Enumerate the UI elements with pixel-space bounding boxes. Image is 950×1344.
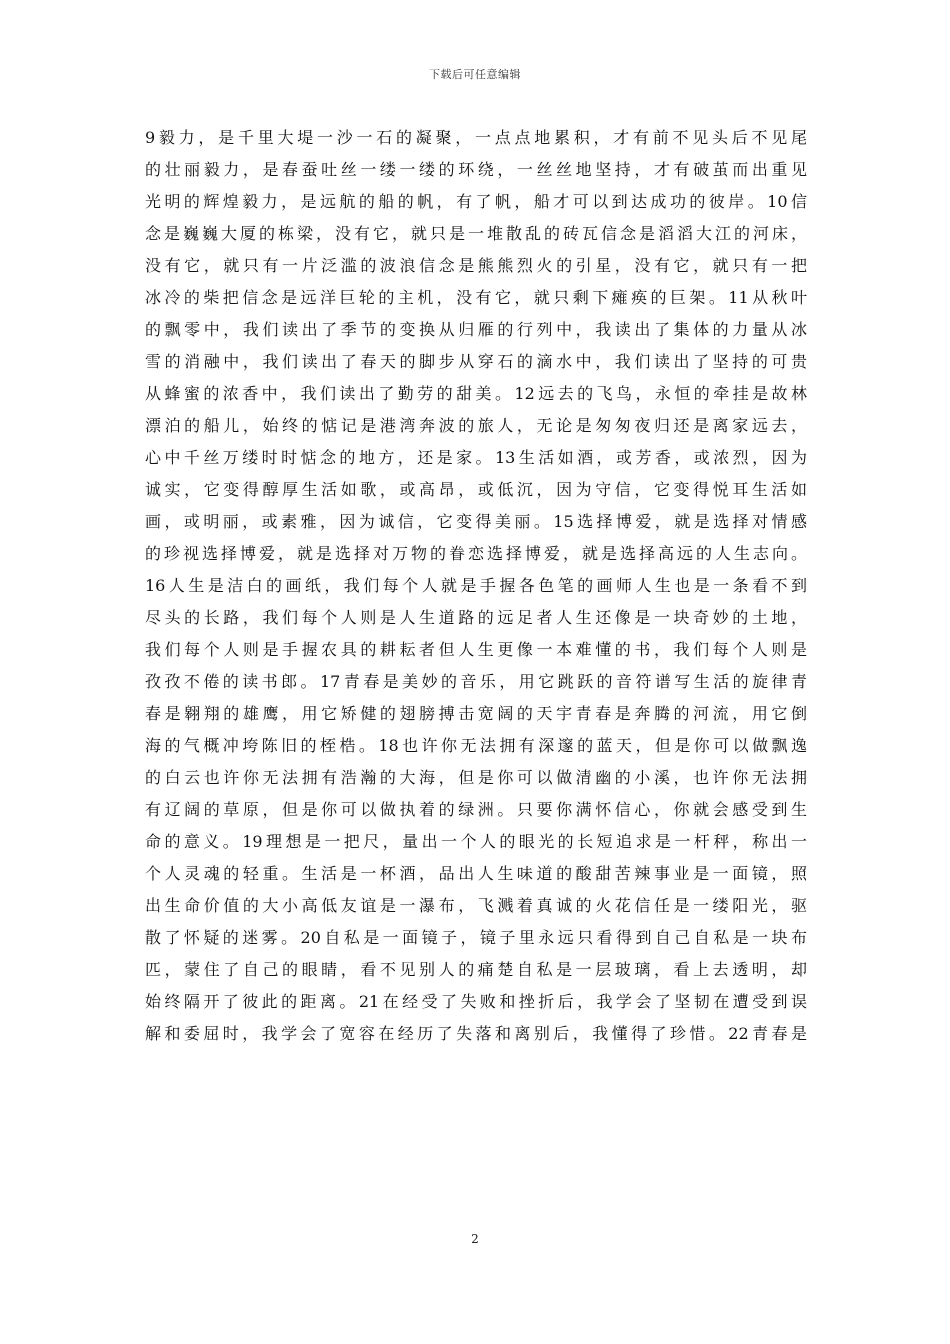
text-line: 冰冷的柴把信念是远洋巨轮的主机，没有它，就只剩下瘫痪的巨架。11从秋叶	[145, 288, 807, 307]
text-line: 我们每个人则是手握农具的耕耘者但人生更像一本难懂的书，我们每个人则是	[145, 640, 807, 659]
text-line: 9毅力，是千里大堤一沙一石的凝聚，一点点地累积，才有前不见头后不见尾	[145, 128, 807, 147]
text-line: 从蜂蜜的浓香中，我们读出了勤劳的甜美。12远去的飞鸟，永恒的牵挂是故林	[145, 384, 807, 403]
text-line: 16人生是洁白的画纸，我们每个人就是手握各色笔的画师人生也是一条看不到	[145, 576, 807, 595]
text-line: 画，或明丽，或素雅，因为诚信，它变得美丽。15选择博爱，就是选择对情感	[145, 512, 807, 531]
text-line: 散了怀疑的迷雾。20自私是一面镜子，镜子里永远只看得到自己自私是一块布	[145, 928, 807, 947]
text-line: 解和委屈时，我学会了宽容在经历了失落和离别后，我懂得了珍惜。22青春是	[145, 1024, 807, 1043]
text-line: 没有它，就只有一片泛滥的波浪信念是熊熊烈火的引星，没有它，就只有一把	[145, 256, 807, 275]
page-number: 2	[471, 1232, 479, 1246]
text-line: 匹，蒙住了自己的眼睛，看不见别人的痛楚自私是一层玻璃，看上去透明，却	[145, 960, 807, 979]
text-line: 命的意义。19理想是一把尺，量出一个人的眼光的长短追求是一杆秤，称出一	[145, 832, 807, 851]
text-line: 的飘零中，我们读出了季节的变换从归雁的行列中，我读出了集体的力量从冰	[145, 320, 807, 339]
text-line: 漂泊的船儿，始终的惦记是港湾奔波的旅人，无论是匆匆夜归还是离家远去，	[145, 416, 807, 435]
text-line: 孜孜不倦的读书郎。17青春是美妙的音乐，用它跳跃的音符谱写生活的旋律青	[145, 672, 807, 691]
body-text	[145, 122, 807, 1050]
text-line: 念是巍巍大厦的栋梁，没有它，就只是一堆散乱的砖瓦信念是滔滔大江的河床，	[145, 224, 807, 243]
text-line: 出生命价值的大小高低友谊是一瀑布，飞溅着真诚的火花信任是一缕阳光，驱	[145, 896, 807, 915]
text-line: 有辽阔的草原，但是你可以做执着的绿洲。只要你满怀信心，你就会感受到生	[145, 800, 807, 819]
text-line: 始终隔开了彼此的距离。21在经受了失败和挫折后，我学会了坚韧在遭受到误	[145, 992, 807, 1011]
text-line: 的壮丽毅力，是春蚕吐丝一缕一缕的环绕，一丝丝地坚持，才有破茧而出重见	[145, 160, 807, 179]
text-line: 春是翱翔的雄鹰，用它矫健的翅膀搏击宽阔的天宇青春是奔腾的河流，用它倒	[145, 704, 807, 723]
text-line: 海的气概冲垮陈旧的桎梏。18也许你无法拥有深邃的蓝天，但是你可以做飘逸	[145, 736, 807, 755]
text-line: 的白云也许你无法拥有浩瀚的大海，但是你可以做清幽的小溪，也许你无法拥	[145, 768, 807, 787]
text-line: 的珍视选择博爱，就是选择对万物的眷恋选择博爱，就是选择高远的人生志向。	[145, 544, 807, 563]
text-line: 个人灵魂的轻重。生活是一杯酒，品出人生味道的酸甜苦辣事业是一面镜，照	[145, 864, 807, 883]
text-line: 雪的消融中，我们读出了春天的脚步从穿石的滴水中，我们读出了坚持的可贵	[145, 352, 807, 371]
page-header: 下载后可任意编辑	[429, 68, 521, 81]
text-line: 心中千丝万缕时时惦念的地方，还是家。13生活如酒，或芳香，或浓烈，因为	[145, 448, 807, 467]
text-line: 光明的辉煌毅力，是远航的船的帆，有了帆，船才可以到达成功的彼岸。10信	[145, 192, 807, 211]
text-line: 诚实，它变得醇厚生活如歌，或高昂，或低沉，因为守信，它变得悦耳生活如	[145, 480, 807, 499]
text-line: 尽头的长路，我们每个人则是人生道路的远足者人生还像是一块奇妙的土地，	[145, 608, 807, 627]
